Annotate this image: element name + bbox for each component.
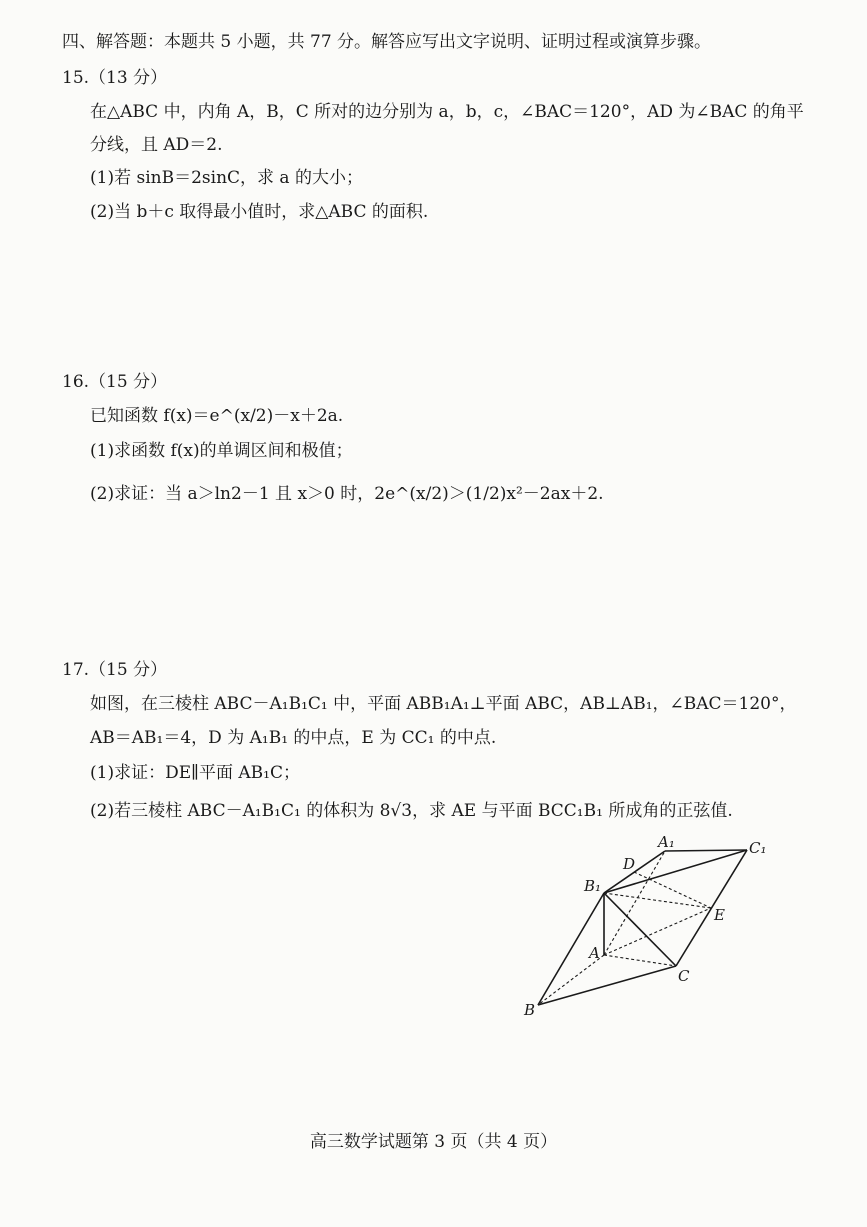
question-17-part-1: (1)求证：DE∥平面 AB₁C； <box>90 763 300 783</box>
question-15-line-1: 在△ABC 中，内角 A，B，C 所对的边分别为 a，b，c，∠BAC＝120°，AD 为∠BAC 的角平 <box>90 102 804 122</box>
label-A1: A₁ <box>658 833 675 851</box>
prism-figure <box>500 825 780 1025</box>
section-header: 四、解答题：本题共 5 小题，共 77 分。解答应写出文字说明、证明过程或演算步骤。 <box>62 32 712 52</box>
edge-BC <box>538 966 676 1005</box>
edge-AC <box>604 955 676 966</box>
label-B1: B₁ <box>584 877 602 895</box>
label-E: E <box>714 906 725 924</box>
question-16-part-1: (1)求函数 f(x)的单调区间和极值； <box>90 441 353 461</box>
label-D: D <box>623 855 636 873</box>
question-16-line-1: 已知函数 f(x)＝e^(x/2)－x＋2a. <box>90 406 344 426</box>
question-15-part-2: (2)当 b＋c 取得最小值时，求△ABC 的面积. <box>90 202 429 222</box>
question-17-line-1: 如图，在三棱柱 ABC－A₁B₁C₁ 中，平面 ABB₁A₁⊥平面 ABC，AB⊥AB₁，∠BAC＝120°， <box>90 694 797 714</box>
segment-DE <box>634 872 711 908</box>
label-C1: C₁ <box>749 839 767 857</box>
label-C: C <box>678 967 690 985</box>
question-16-number: 16.（15 分） <box>62 372 168 392</box>
edge-B1C <box>604 893 676 966</box>
edge-AB <box>538 955 604 1005</box>
question-17-part-2: (2)若三棱柱 ABC－A₁B₁C₁ 的体积为 8√3，求 AE 与平面 BCC₁B₁ 所成角的正弦值. <box>90 801 733 821</box>
edge-A1C1 <box>665 850 747 851</box>
question-15-number: 15.（13 分） <box>62 68 168 88</box>
question-17-line-2: AB＝AB₁＝4，D 为 A₁B₁ 的中点，E 为 CC₁ 的中点. <box>90 728 497 748</box>
question-15-line-2: 分线，且 AD＝2. <box>90 135 223 155</box>
question-15-part-1: (1)若 sinB＝2sinC，求 a 的大小； <box>90 168 363 188</box>
label-B: B <box>524 1001 536 1019</box>
question-17-number: 17.（15 分） <box>62 660 168 680</box>
question-16-part-2: (2)求证：当 a＞ln2－1 且 x＞0 时，2e^(x/2)＞(1/2)x²－2ax＋2. <box>90 484 604 504</box>
label-A: A <box>589 944 600 962</box>
page-footer: 高三数学试题第 3 页（共 4 页） <box>309 1132 558 1152</box>
